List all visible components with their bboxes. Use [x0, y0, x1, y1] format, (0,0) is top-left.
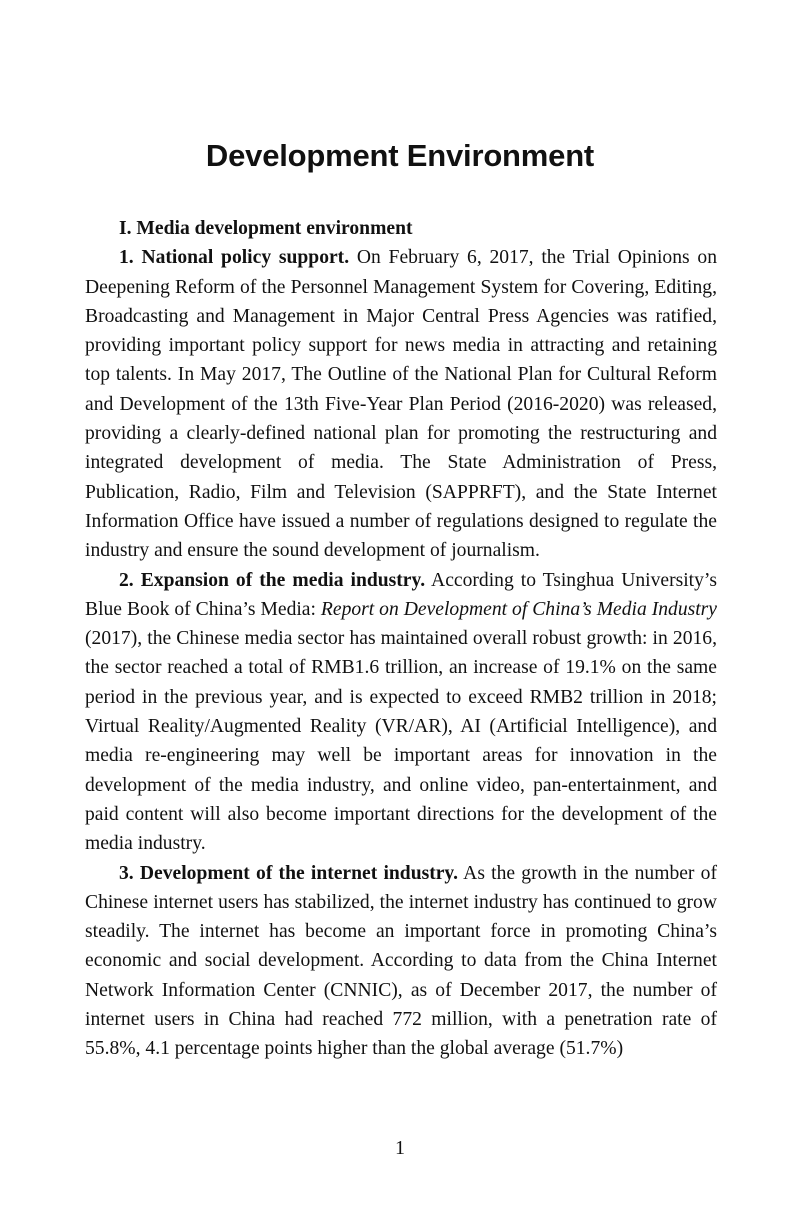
body-text — [85, 214, 717, 1064]
paragraph-text: (2017), the Chinese media sector has maintained overall robust growth: in 2016, the sector reached a total of RMB1.6 trillion, an increase of 19.1% on the same period in the previous year, and is expected to exceed RMB2 trillion in 2018; Virtual Reality/Augmented Reality (VR/AR), AI (Artificial Intelligence), and media re-engineering may well be important areas for innovation in the development of the media industry, and online video, pan-entertainment, and paid content will also become important directions for the development of the media industry. — [85, 628, 717, 855]
section-heading: I. Media development environment — [119, 218, 413, 239]
paragraph-lead: 2. Expansion of the media industry. — [119, 569, 426, 591]
paragraph-lead: 3. Development of the internet industry. — [119, 862, 459, 884]
report-title: Report on Development of China’s Media Industry — [320, 598, 718, 620]
paragraph-media-industry — [85, 566, 717, 859]
page-title: Development Environment — [205, 138, 595, 173]
paragraph-lead: 1. National policy support. — [119, 247, 350, 269]
paragraph-text: As the growth in the number of Chinese internet users has stabilized, the internet industry has continued to grow steadily. The internet has become an important force in promoting China’s economic and social development. According to data from the China Internet Network Information Center (CNNIC), as of December 2017, the number of internet users in China had reached 772 million, with a penetration rate of 55.8%, 4.1 percentage points higher than the global average (51.7%) — [85, 862, 717, 1060]
paragraph-internet-industry — [85, 859, 717, 1064]
paragraph-text: On February 6, 2017, the Trial Opinions on Deepening Reform of the Personnel Management System for Covering, Editing, Broadcasting and Management in Major Central Press Agencies was ratified, providing important policy support for news media in attracting and retaining top talents. In May 2017, The Outline of the National Plan for Cultural Reform and Development of the 13th Five-Year Plan Period (2016-2020) was released, providing a clearly-defined national plan for promoting the restructuring and integrated development of media. The State Administration of Press, Publication, Radio, Film and Television (SAPPRFT), and the State Internet Information Office have issued a number of regulations designed to regulate the industry and ensure the sound development of journalism. — [85, 247, 717, 562]
paragraph-national-policy — [85, 243, 717, 565]
page-number: 1 — [395, 1137, 405, 1159]
paragraph-text: According to Tsinghua University’s Blue Book of China’s Media: — [85, 569, 717, 620]
